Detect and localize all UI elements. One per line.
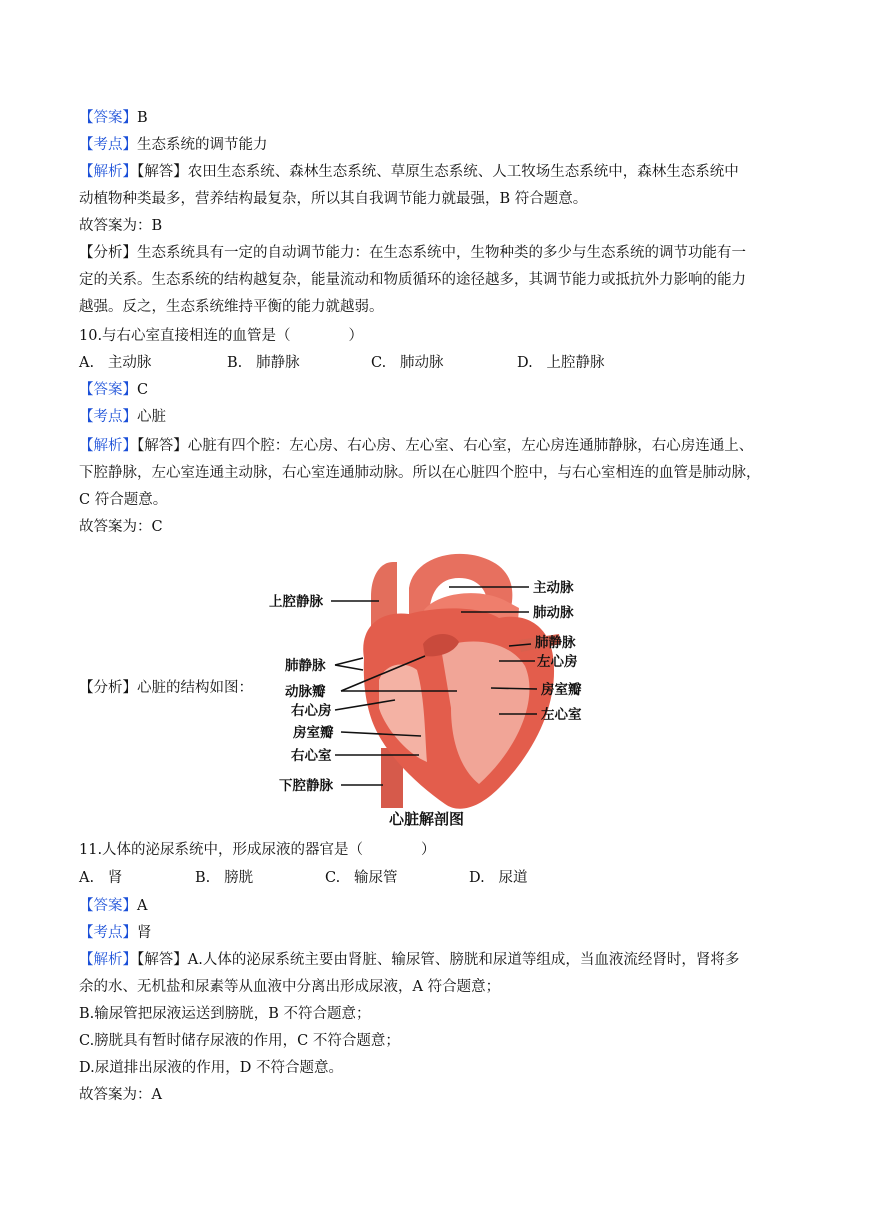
point-tag: 【考点】	[79, 137, 137, 153]
q11-answer	[79, 896, 791, 916]
answer-tag: 【答案】	[79, 898, 137, 914]
q9-conclusion: 故答案为：B	[79, 218, 163, 234]
label-av-valve-right: 房室瓣	[541, 682, 582, 698]
analysis-text: 【解答】A.人体的泌尿系统主要由肾脏、输尿管、膀胱和尿道等组成，当血液流经肾时，肾将多	[137, 952, 740, 968]
option-text: 肾	[107, 870, 123, 886]
q10-analysis-line3: C 符合题意。	[79, 492, 168, 508]
label-pulmonary-artery: 肺动脉	[533, 605, 574, 621]
q10-question: 10.与右心室直接相连的血管是（ ）	[79, 328, 364, 344]
q11-point	[79, 923, 791, 943]
option-text: 上腔静脉	[546, 355, 605, 371]
option-d	[469, 868, 528, 888]
label-semilunar-valve: 动脉瓣	[285, 684, 326, 700]
q9-fenxi-line3: 越强。反之，生态系统维持平衡的能力就越弱。	[79, 299, 384, 315]
analysis-text: 【解答】农田生态系统、森林生态系统、草原生态系统、人工牧场生态系统中，森林生态系统中	[137, 164, 739, 180]
label-right-ventricle: 右心室	[291, 748, 332, 764]
diagram-caption: 心脏解剖图	[389, 810, 465, 828]
option-text: 输尿管	[354, 870, 398, 886]
label-av-valve-left: 房室瓣	[293, 725, 334, 741]
q11-analysis-line2: 余的水、无机盐和尿素等从血液中分离出形成尿液，A 符合题意；	[79, 979, 501, 995]
answer-text: B	[137, 110, 148, 126]
analysis-tag: 【解析】	[79, 438, 137, 454]
option-letter: D.	[469, 870, 485, 886]
option-c	[371, 353, 517, 373]
answer-tag: 【答案】	[79, 110, 137, 126]
q9-point	[79, 135, 791, 155]
option-letter: B.	[227, 355, 243, 371]
point-tag: 【考点】	[79, 409, 137, 425]
q9-fenxi-line2: 定的关系。生态系统的结构越复杂，能量流动和物质循环的途径越多，其调节能力或抵抗外力影响的能力	[79, 272, 746, 288]
option-text: 膀胱	[224, 870, 254, 886]
option-a	[79, 353, 227, 373]
analysis-tag: 【解析】	[79, 952, 137, 968]
q11-conclusion: 故答案为：A	[79, 1087, 162, 1103]
analysis-text: 【解答】心脏有四个腔：左心房、右心房、左心室、右心室，左心房连通肺静脉，右心房连通上、	[137, 438, 754, 454]
q9-fenxi-line1: 【分析】生态系统具有一定的自动调节能力：在生态系统中，生物种类的多少与生态系统的调节功能有一	[79, 245, 746, 261]
option-letter: D.	[517, 355, 533, 371]
q11-analysis-line1	[79, 950, 791, 970]
option-c	[325, 868, 469, 888]
point-text: 生态系统的调节能力	[137, 137, 268, 153]
q9-analysis-line2: 动植物种类最多，营养结构最复杂，所以其自我调节能力就最强，B 符合题意。	[79, 191, 588, 207]
option-b	[227, 353, 371, 373]
heart-diagram-block	[79, 548, 791, 830]
label-pulmonary-vein-right: 肺静脉	[535, 635, 576, 651]
heart-diagram	[79, 548, 791, 830]
option-letter: A.	[79, 355, 95, 371]
point-text: 肾	[137, 925, 152, 941]
answer-tag: 【答案】	[79, 382, 137, 398]
option-a	[79, 868, 195, 888]
q11-options	[79, 868, 791, 888]
fenxi-label: 【分析】心脏的结构如图：	[79, 680, 253, 696]
analysis-tag: 【解析】	[79, 164, 137, 180]
q9-analysis-line1	[79, 162, 791, 182]
label-inferior-vena-cava: 下腔静脉	[279, 778, 333, 794]
point-tag: 【考点】	[79, 925, 137, 941]
q10-options	[79, 353, 791, 373]
q10-conclusion: 故答案为：C	[79, 519, 163, 535]
option-letter: C.	[325, 870, 341, 886]
option-text: 主动脉	[107, 355, 152, 371]
option-letter: C.	[371, 355, 387, 371]
point-text: 心脏	[137, 409, 166, 425]
label-left-ventricle: 左心室	[541, 707, 582, 723]
answer-text: A	[137, 898, 148, 914]
label-aorta: 主动脉	[533, 580, 574, 596]
q10-analysis-line2: 下腔静脉，左心室连通主动脉，右心室连通肺动脉。所以在心脏四个腔中，与右心室相连的血管是肺动脉，	[79, 465, 761, 481]
q11-analysis-line5: D.尿道排出尿液的作用，D 不符合题意。	[79, 1060, 343, 1076]
option-letter: B.	[195, 870, 211, 886]
q11-question: 11.人体的泌尿系统中，形成尿液的器官是（ ）	[79, 842, 436, 858]
label-right-atrium: 右心房	[291, 703, 332, 719]
option-text: 肺动脉	[400, 355, 444, 371]
q11-analysis-line3: B.输尿管把尿液运送到膀胱，B 不符合题意；	[79, 1006, 371, 1022]
q9-answer	[79, 108, 791, 128]
option-letter: A.	[79, 870, 95, 886]
label-left-atrium: 左心房	[537, 654, 578, 670]
q10-answer	[79, 380, 791, 400]
q11-analysis-line4: C.膀胱具有暂时储存尿液的作用，C 不符合题意；	[79, 1033, 400, 1049]
option-d	[517, 353, 605, 373]
option-text: 尿道	[498, 870, 528, 886]
q10-analysis-line1	[79, 436, 791, 456]
option-text: 肺静脉	[256, 355, 300, 371]
label-superior-vena-cava: 上腔静脉	[269, 594, 323, 610]
option-b	[195, 868, 325, 888]
q10-point	[79, 407, 791, 427]
answer-text: C	[137, 382, 149, 398]
label-pulmonary-vein-left: 肺静脉	[285, 658, 326, 674]
heart-illustration	[363, 554, 561, 809]
